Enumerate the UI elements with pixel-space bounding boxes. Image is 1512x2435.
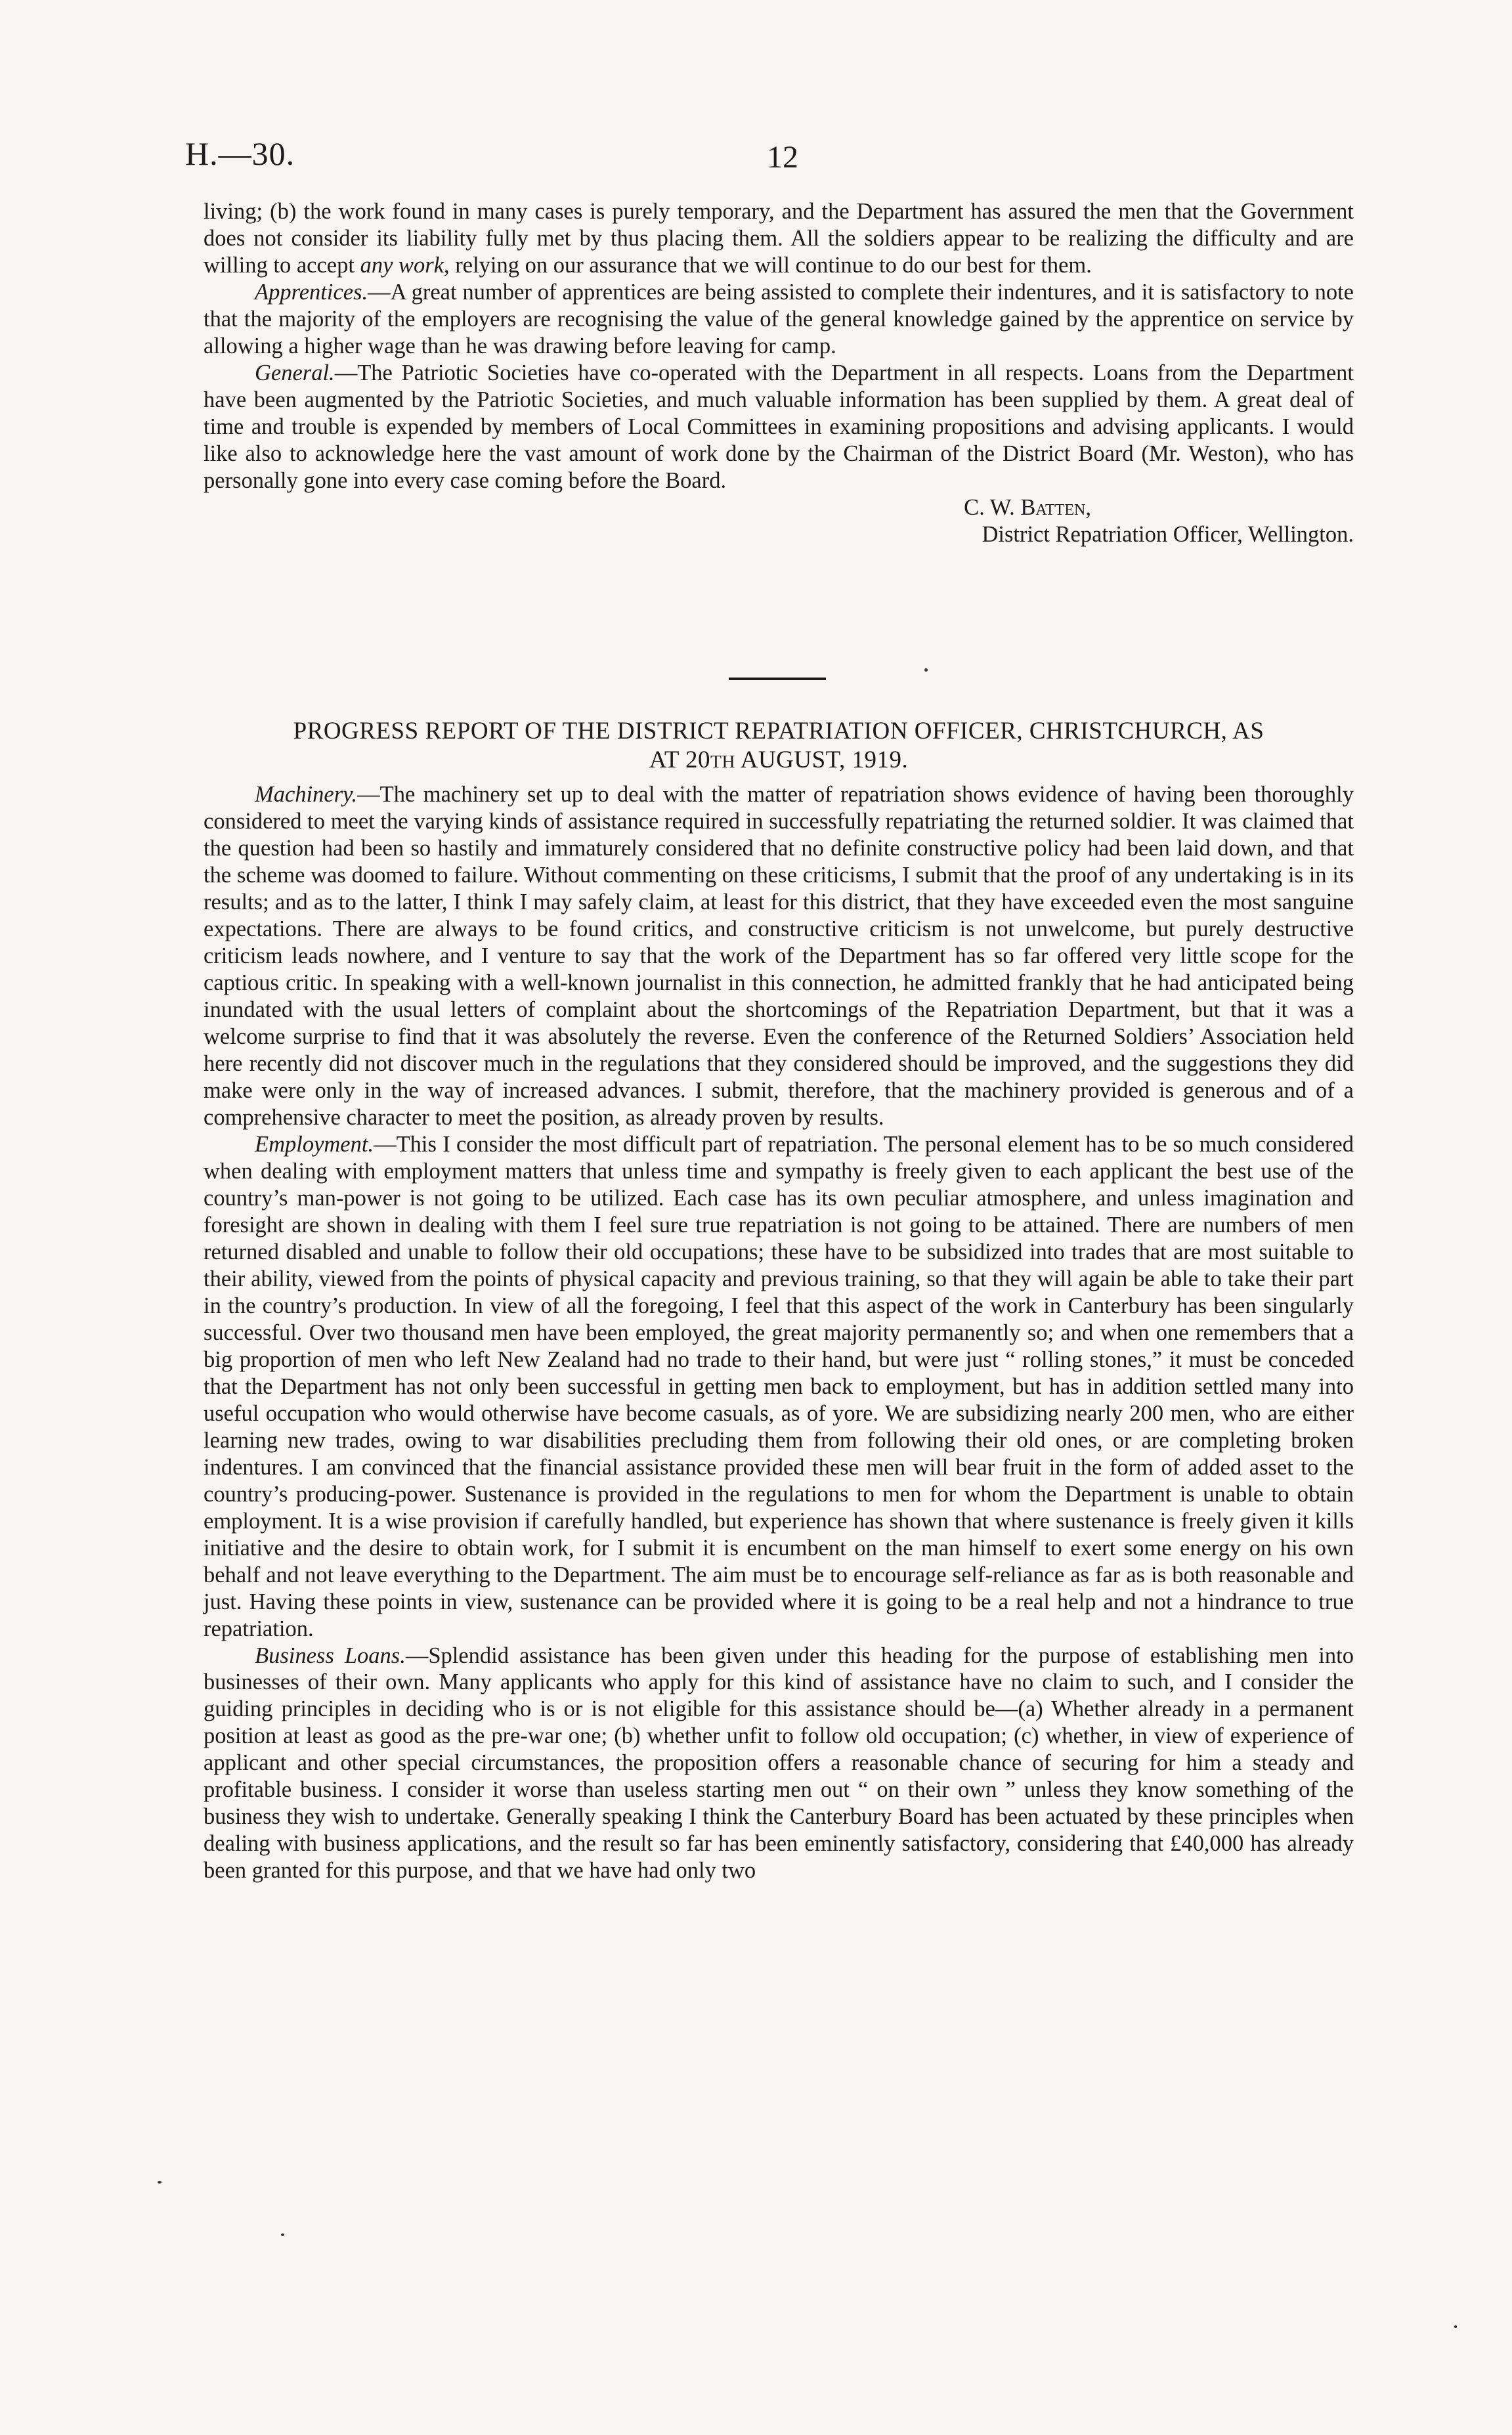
wellington-report-continuation bbox=[204, 198, 1354, 548]
print-speck bbox=[1454, 2325, 1457, 2328]
print-speck bbox=[924, 668, 928, 672]
section-divider bbox=[729, 678, 826, 680]
apprentices-heading: Apprentices. bbox=[255, 279, 368, 305]
signature-name: C. W. Batten, bbox=[964, 494, 1091, 520]
business-loans-heading: Business Loans. bbox=[255, 1643, 406, 1668]
report-title: PROGRESS REPORT OF THE DISTRICT REPATRIATION OFFICER, CHRISTCHURCH, AS AT 20TH AUGUST, 1919. bbox=[293, 718, 1264, 774]
paragraph-machinery: Machinery.—The machinery set up to deal with the matter of repatriation shows evidence of having been thoroughly considered to meet the varying kinds of assistance required in successfully repatriating the returned soldier. It was claimed that the question had been so hastily and immaturely considered that no definite constructive policy had been laid down, and that the scheme was doomed to failure. Without commenting on these criticisms, I submit that the proof of any undertaking is in its results; and as to the latter, I think I may safely claim, at least for this district, that they have exceeded even the most sanguine expectations. There are always to be found critics, and constructive criticism is not unwelcome, but purely destructive criticism leads nowhere, and I venture to say that the work of the Department has so far offered very little scope for the captious critic. In speaking with a well-known journalist in this connection, he admitted frankly that he had anticipated being inundated with the usual letters of complaint about the shortcomings of the Repatriation Department, but that it was a welcome surprise to find that it was absolutely the reverse. Even the conference of the Returned Soldiers’ Association held here recently did not discover much in the regulations that they considered should be improved, and the suggestions they did make were only in the way of increased advances. I submit, therefore, that the machinery provided is generous and of a comprehensive character to meet the position, as already proven by results. bbox=[204, 782, 1354, 1130]
document-reference: H.—30. bbox=[185, 135, 295, 172]
paragraph-general: General.—The Patriotic Societies have co-operated with the Department in all respects. Loans from the Department have been augmented by the Patriotic Societies, and much valuable information has been supplied by them. A great deal of time and trouble is expended by members of Local Committees in examining propositions and advising applicants. I would like also to acknowledge here the vast amount of work done by the Chairman of the District Board (Mr. Weston), who has personally gone into every case coming before the Board. bbox=[204, 360, 1354, 493]
paragraph-apprentices: Apprentices.—A great number of apprentices are being assisted to complete their indentures, and it is satisfactory to note that the majority of the employers are recognising the value of the general knowledge gained by the apprentice on service by allowing a higher wage than he was drawing before leaving for camp. bbox=[204, 279, 1354, 358]
general-heading: General. bbox=[255, 360, 335, 385]
employment-heading: Employment. bbox=[255, 1131, 374, 1157]
paragraph-employment: Employment.—This I consider the most difficult part of repatriation. The personal element has to be so much considered when dealing with employment matters that unless time and sympathy is freely given to each applicant the best use of the country’s man-power is not going to be utilized. Each case has its own peculiar atmosphere, and unless imagination and foresight are shown in dealing with them I feel sure true repatriation is not going to be attained. There are numbers of men returned disabled and unable to follow their old occupations; these have to be subsidized into trades that are most suitable to their ability, viewed from the points of physical capacity and previous training, so that they will again be able to take their part in the country’s production. In view of all the foregoing, I feel that this aspect of the work in Canterbury has been singularly successful. Over two thousand men have been employed, the great majority permanently so; and when one remembers that a big proportion of men who left New Zealand had no trade to their hand, but were just “ rolling stones,” it must be conceded that the Department has not only been successful in getting men back to employment, but has in addition settled many into useful occupation who would otherwise have become casuals, as of yore. We are subsidizing nearly 200 men, who are either learning new trades, owing to war disabilities precluding them from following their old ones, or are completing broken indentures. I am convinced that the financial assistance provided these men will bear fruit in the form of added asset to the country’s producing-power. Sustenance is provided in the regulations to men for whom the Department is unable to obtain employment. It is a wise provision if carefully handled, but experience has shown that where sustenance is freely given it kills initiative and the desire to obtain work, for I submit it is encumbent on the man himself to exert some energy on his own behalf and not leave everything to the Department. The aim must be to encourage self-reliance as far as is both reasonable and just. Having these points in view, sustenance can be provided where it is going to be a real help and not a hindrance to true repatriation. bbox=[204, 1131, 1354, 1641]
page-number: 12 bbox=[767, 140, 798, 175]
signature-title: District Repatriation Officer, Wellington. bbox=[982, 521, 1354, 547]
christchurch-report-body bbox=[204, 781, 1354, 1884]
print-speck bbox=[281, 2233, 284, 2236]
signature-block bbox=[204, 494, 1354, 548]
print-speck bbox=[158, 2181, 162, 2184]
machinery-heading: Machinery. bbox=[255, 782, 358, 807]
paragraph-business-loans: Business Loans.—Splendid assistance has been given under this heading for the purpose of establishing men into businesses of their own. Many applicants who apply for this kind of assistance have no claim to such, and I consider the guiding principles in deciding who is or is not eligible for this assistance should be—(a) Whether already in a permanent position at least as good as the pre-war one; (b) whether unfit to follow old occupation; (c) whether, in view of experience of applicant and other special circumstances, the proposition offers a reasonable chance of securing for him a steady and profitable business. I consider it worse than useless starting men out “ on their own ” unless they know something of the business they wish to undertake. Generally speaking I think the Canterbury Board has been actuated by these principles when dealing with business applications, and the result so far has been eminently satisfactory, considering that £40,000 has already been granted for this purpose, and that we have had only two bbox=[204, 1643, 1354, 1884]
paragraph-living: living; (b) the work found in many cases is purely temporary, and the Department has assured the men that the Government does not consider its liability fully met by thus placing them. All the soldiers appear to be realizing the difficulty and are willing to accept any work, relying on our assurance that we will continue to do our best for them. bbox=[204, 199, 1354, 278]
